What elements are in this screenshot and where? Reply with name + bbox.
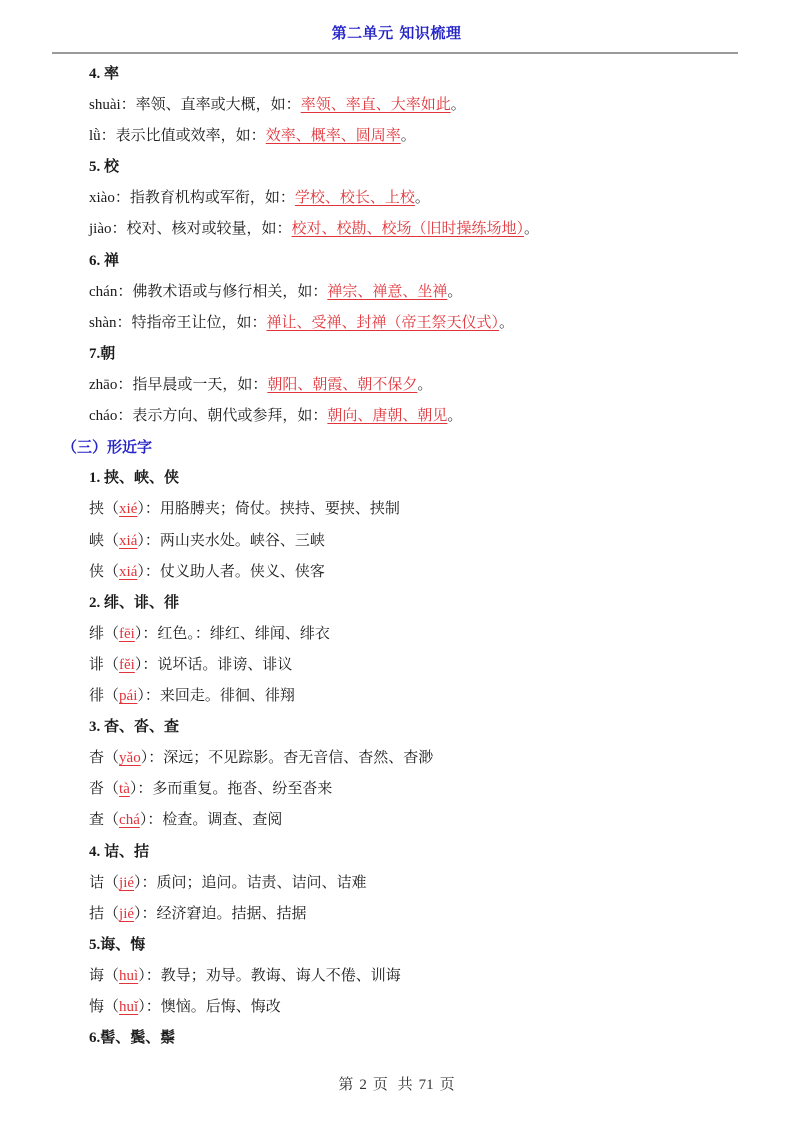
footer-page-mid: 页 共 — [372, 1077, 413, 1093]
punctuation: 。 — [400, 128, 416, 144]
character: 绯 — [89, 626, 105, 642]
similar-char-entry — [89, 624, 330, 644]
definition: ：指教育机构或军衔，如： — [114, 190, 295, 206]
definition: ：表示比值或效率，如： — [100, 128, 266, 144]
example-words: 禅宗、禅意、坐禅 — [327, 284, 448, 300]
section-title-text: （三）形近字 — [62, 438, 153, 456]
similar-char-entry — [89, 655, 292, 675]
footer-page-total: 71 — [418, 1077, 434, 1093]
page-footer — [0, 1073, 793, 1094]
paren-close: ）： — [129, 781, 153, 797]
character: 诘 — [89, 875, 105, 891]
pinyin: lǜ — [89, 128, 101, 144]
page-header-title: 第二单元 知识梳理 — [331, 24, 462, 42]
pinyin: jié — [119, 906, 135, 922]
paren-close: ）： — [137, 688, 160, 704]
definition: 检查。调查、查阅 — [162, 812, 283, 828]
polyphone-heading — [89, 344, 115, 364]
paren-open: （ — [104, 875, 120, 891]
character: 挟 — [89, 501, 105, 517]
polyphone-entry — [89, 406, 462, 426]
paren-close: ）： — [140, 750, 164, 766]
pinyin: jiào — [89, 221, 112, 237]
character: 徘 — [89, 688, 105, 704]
similar-char-heading — [89, 1028, 175, 1048]
polyphone-entry — [89, 219, 539, 239]
character: 拮 — [89, 906, 105, 922]
paren-close: ）： — [138, 968, 161, 984]
similar-char-entry — [89, 966, 401, 986]
example-words: 禅让、受禅、封禅（帝王祭天仪式） — [266, 315, 500, 331]
paren-close: ）： — [137, 564, 160, 580]
heading-text: 2. 绯、诽、徘 — [89, 595, 180, 611]
definition: 经济窘迫。拮据、拮据 — [156, 906, 307, 922]
punctuation: 。 — [450, 97, 466, 113]
polyphone-heading — [89, 157, 119, 177]
similar-char-entry — [89, 531, 325, 551]
character: 诽 — [89, 657, 105, 673]
character: 诲 — [89, 968, 105, 984]
heading-text: 3. 杳、沓、查 — [89, 719, 180, 735]
punctuation: 。 — [447, 284, 463, 300]
definition: 来回走。徘徊、徘翔 — [159, 688, 295, 704]
polyphone-entry — [89, 313, 514, 333]
pinyin: cháo — [89, 408, 118, 424]
pinyin: chá — [119, 812, 140, 828]
paren-open: （ — [104, 781, 120, 797]
paren-close: ）： — [138, 999, 161, 1015]
paren-open: （ — [104, 812, 120, 828]
heading-text: 4. 率 — [89, 66, 120, 82]
paren-open: （ — [104, 564, 120, 580]
paren-open: （ — [104, 501, 120, 517]
heading-text: 6.髻、鬓、鬃 — [89, 1030, 176, 1046]
paren-open: （ — [104, 999, 120, 1015]
similar-char-entry — [89, 779, 332, 799]
pinyin: huì — [119, 968, 139, 984]
pinyin: shàn — [89, 315, 117, 331]
character: 侠 — [89, 564, 105, 580]
polyphone-entry — [89, 188, 430, 208]
similar-char-heading — [89, 842, 149, 862]
character: 杳 — [89, 750, 105, 766]
definition: 教导；劝导。教诲、诲人不倦、训诲 — [160, 968, 401, 984]
character: 查 — [89, 812, 105, 828]
paren-open: （ — [104, 626, 120, 642]
pinyin: fěi — [119, 657, 135, 673]
paren-close: ）： — [137, 533, 160, 549]
pinyin: pái — [119, 688, 138, 704]
definition: 说坏话。诽谤、诽议 — [157, 657, 293, 673]
example-words: 学校、校长、上校 — [294, 190, 415, 206]
paren-close: ）： — [134, 875, 157, 891]
definition: ：特指帝王让位，如： — [116, 315, 267, 331]
paren-open: （ — [104, 968, 120, 984]
definition: 深远；不见踪影。杳无音信、杳然、杳渺 — [163, 750, 434, 766]
similar-char-entry — [89, 748, 433, 768]
heading-text: 4. 诘、拮 — [89, 844, 150, 860]
punctuation: 。 — [414, 190, 430, 206]
definition: ：佛教术语或与修行相关，如： — [117, 284, 328, 300]
similar-char-entry — [89, 873, 367, 893]
polyphone-entry — [89, 375, 432, 395]
section-title — [62, 437, 152, 457]
punctuation: 。 — [417, 377, 433, 393]
pinyin: xiá — [119, 564, 138, 580]
definition: ：率领、直率或大概，如： — [120, 97, 301, 113]
definition: 仗义助人者。侠义、侠客 — [159, 564, 325, 580]
similar-char-heading — [89, 468, 179, 488]
definition: 质问；追问。诘责、诘问、诘难 — [156, 875, 367, 891]
example-words: 效率、概率、圆周率 — [265, 128, 401, 144]
pinyin: huǐ — [119, 999, 139, 1015]
paren-close: ）： — [134, 657, 158, 673]
heading-text: 6. 禅 — [89, 253, 120, 269]
similar-char-heading — [89, 593, 179, 613]
footer-page-pre: 第 — [338, 1077, 354, 1093]
pinyin: xiào — [89, 190, 115, 206]
definition: 多而重复。拖沓、纷至沓来 — [152, 781, 333, 797]
polyphone-heading — [89, 251, 119, 271]
definition: ：校对、核对或较量，如： — [111, 221, 292, 237]
punctuation: 。 — [499, 315, 515, 331]
similar-char-entry — [89, 686, 295, 706]
definition: 红色。：绯红、绯闻、绯衣 — [157, 626, 330, 642]
example-words: 朝向、唐朝、朝见 — [327, 408, 448, 424]
similar-char-entry — [89, 810, 282, 830]
example-words: 朝阳、朝霞、朝不保夕 — [267, 377, 418, 393]
paren-close: ）： — [134, 626, 158, 642]
definition: ：指早晨或一天，如： — [117, 377, 268, 393]
pinyin: chán — [89, 284, 118, 300]
heading-text: 7.朝 — [89, 346, 116, 362]
pinyin: zhāo — [89, 377, 118, 393]
character: 沓 — [89, 781, 105, 797]
polyphone-heading — [89, 64, 119, 84]
footer-page-post: 页 — [439, 1077, 455, 1093]
paren-open: （ — [104, 657, 120, 673]
similar-char-entry — [89, 499, 400, 519]
definition: ：表示方向、朝代或参拜，如： — [117, 408, 328, 424]
similar-char-heading — [89, 717, 179, 737]
similar-char-entry — [89, 904, 307, 924]
paren-open: （ — [104, 750, 120, 766]
pinyin: fēi — [119, 626, 135, 642]
polyphone-entry — [89, 282, 462, 302]
similar-char-entry — [89, 562, 325, 582]
similar-char-heading — [89, 935, 145, 955]
polyphone-entry — [89, 126, 416, 146]
example-words: 率领、率直、大率如此 — [300, 97, 451, 113]
pinyin: xié — [119, 501, 138, 517]
pinyin: xiá — [119, 533, 138, 549]
pinyin: tà — [119, 781, 130, 797]
pinyin: yǎo — [119, 750, 141, 766]
paren-close: ）： — [137, 501, 160, 517]
character: 峡 — [89, 533, 105, 549]
footer-page-number: 2 — [359, 1077, 367, 1093]
paren-close: ）： — [139, 812, 163, 828]
pinyin: shuài — [89, 97, 121, 113]
punctuation: 。 — [447, 408, 463, 424]
paren-open: （ — [104, 533, 120, 549]
similar-char-entry — [89, 997, 281, 1017]
character: 悔 — [89, 999, 105, 1015]
header-divider — [52, 52, 738, 54]
paren-open: （ — [104, 688, 120, 704]
example-words: 校对、校勘、校场（旧时操练场地） — [291, 221, 525, 237]
heading-text: 5. 校 — [89, 159, 120, 175]
heading-text: 1. 挟、峡、侠 — [89, 470, 180, 486]
paren-close: ）： — [134, 906, 157, 922]
definition: 懊恼。后悔、悔改 — [160, 999, 281, 1015]
paren-open: （ — [104, 906, 120, 922]
definition: 两山夹水处。峡谷、三峡 — [159, 533, 325, 549]
definition: 用胳膊夹；倚仗。挟持、要挟、挟制 — [159, 501, 400, 517]
polyphone-entry — [89, 95, 466, 115]
pinyin: jié — [119, 875, 135, 891]
heading-text: 5.诲、悔 — [89, 937, 146, 953]
punctuation: 。 — [524, 221, 540, 237]
